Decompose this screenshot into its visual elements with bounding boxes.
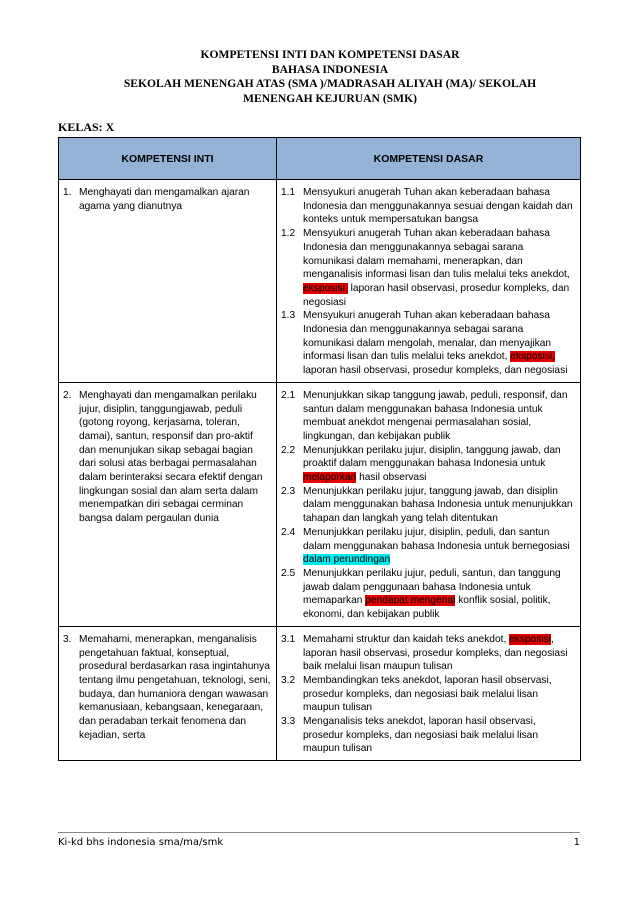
- header-kompetensi-dasar: KOMPETENSI DASAR: [277, 138, 581, 180]
- table-row: [59, 382, 581, 626]
- text-segment: Menganalisis teks anekdot, laporan hasil observasi, prosedur kompleks, dan negosiasi baik melalui lisan maupun tulisan: [303, 716, 539, 755]
- kd-cell: [277, 180, 581, 383]
- text-segment: , laporan hasil observasi, prosedur kompleks, dan negosiasi baik melalui lisan maupun tulisan: [303, 633, 568, 673]
- kd-item: [281, 389, 576, 444]
- highlight-red: eksposisi,: [510, 351, 555, 363]
- kd-number: 2.3: [281, 485, 296, 497]
- kd-number: 1.2: [281, 228, 296, 240]
- table-header-row: [59, 138, 581, 180]
- kd-text: [303, 633, 576, 674]
- kd-text: [303, 715, 576, 756]
- text-segment: Mensyukuri anugerah Tuhan akan keberadaan bahasa Indonesia dan menggunakannya sesuai dengan kaidah dan konteks untuk mempersatukan bangsa: [303, 187, 573, 226]
- footer-text: Ki-kd bhs indonesia sma/ma/smk: [58, 837, 224, 848]
- document-title: [60, 48, 600, 106]
- ki-item: [63, 389, 272, 526]
- kd-item: [281, 674, 576, 715]
- text-segment: Mensyukuri anugerah Tuhan akan keberadaan bahasa Indonesia dan menggunakannya sebagai sarana komunikasi dalam memahami, menerapkan, dan menganalisis informasi lisan dan tulis melalui teks anekdot,: [303, 228, 570, 281]
- highlight-cyan: dalam perundingan: [303, 554, 391, 566]
- header-kompetensi-inti: KOMPETENSI INTI: [59, 138, 277, 180]
- table-row: [59, 180, 581, 383]
- title-line: MENENGAH KEJURUAN (SMK): [243, 91, 417, 105]
- kd-number: 2.1: [281, 389, 296, 401]
- ki-item: [63, 633, 272, 743]
- kd-item: [281, 186, 576, 227]
- page-number: 1: [573, 837, 580, 848]
- kd-number: 1.1: [281, 187, 296, 198]
- kd-text: [303, 309, 576, 378]
- kd-text: [303, 186, 576, 227]
- text-segment: laporan hasil observasi, prosedur kompleks, dan negosiasi: [303, 365, 568, 377]
- kd-number: 1.3: [281, 310, 296, 322]
- text-segment: Membandingkan teks anekdot, laporan hasil observasi, prosedur kompleks, dan negosiasi baik melalui lisan maupun tulisan: [303, 674, 552, 714]
- competency-table: [58, 137, 581, 761]
- kd-item: [281, 227, 576, 309]
- ki-number: 3.: [63, 633, 72, 645]
- kd-cell: [277, 382, 581, 626]
- ki-cell: [59, 180, 277, 383]
- kd-number: 2.2: [281, 444, 296, 456]
- text-segment: Mensyukuri anugerah Tuhan akan keberadaan bahasa Indonesia dan menggunakannya sebagai sarana komunikasi dalam mengolah, menalar, dan menyajikan informasi lisan dan tulis melalui teks anekdot,: [303, 310, 552, 363]
- kd-number: 3.3: [281, 716, 296, 728]
- text-segment: Menunjukkan perilaku jujur, peduli, santun, dan tanggung jawab dalam penggunaan bahasa Indonesia untuk memaparkan: [303, 567, 561, 607]
- kd-cell: [277, 626, 581, 760]
- kd-text: [303, 389, 576, 444]
- kd-text: [303, 526, 576, 567]
- ki-number: 2.: [63, 389, 72, 401]
- ki-number: 1.: [63, 187, 72, 198]
- text-segment: konflik sosial, politik, ekonomi, dan kebijakan publik: [303, 595, 551, 621]
- kd-text: [303, 485, 576, 526]
- ki-text: Menghayati dan mengamalkan perilaku jujur, disiplin, tanggungjawab, peduli (gotong royong, kerjasama, toleran, damai), santun, responsif dan pro-aktif dan menunjukan sikap sebagai bagian dari solusi atas berbagai permasalahan dalam berinteraksi secara efektif dengan lingkungan sosial dan alam serta dalam menempatkan diri sebagai cerminan bangsa dalam pergaulan dunia: [79, 389, 263, 525]
- text-segment: Menunjukkan perilaku jujur, disiplin, tanggung jawab, dan proaktif dalam menggunakan bahasa Indonesia untuk: [303, 444, 561, 470]
- kd-item: [281, 309, 576, 378]
- text-segment: Menunjukkan perilaku jujur, tanggung jawab, dan disiplin dalam menggunakan bahasa Indonesia untuk menunjukkan tahapan dan langkah yang telah ditentukan: [303, 485, 573, 525]
- ki-cell: [59, 382, 277, 626]
- ki-text: Menghayati dan mengamalkan ajaran agama yang dianutnya: [79, 187, 250, 212]
- text-segment: Menunjukkan sikap tanggung jawab, peduli, responsif, dan santun dalam menggunakan bahasa Indonesia untuk membuat anekdot mengenai permasalahan sosial, lingkungan, dan kebijakan publik: [303, 389, 568, 442]
- kd-number: 2.4: [281, 526, 296, 538]
- title-line: BAHASA INDONESIA: [271, 62, 389, 76]
- text-segment: hasil observasi: [356, 472, 427, 484]
- kd-number: 3.2: [281, 674, 296, 686]
- ki-text: Memahami, menerapkan, menganalisis pengetahuan faktual, konseptual, prosedural berdasarkan rasa ingintahunya tentang ilmu pengetahuan, teknologi, seni, budaya, dan humaniora dengan wawasan kemanusiaan, kebangsaan, kenegaraan, dan peradaban terkait fenomena dan kejadian, serta: [79, 633, 271, 741]
- title-line: KOMPETENSI INTI DAN KOMPETENSI DASAR: [200, 48, 460, 61]
- kd-item: [281, 485, 576, 526]
- table-row: [59, 626, 581, 760]
- highlight-red: eksposisi,: [303, 282, 348, 294]
- text-segment: laporan hasil observasi, prosedur kompleks, dan negosiasi: [303, 282, 570, 308]
- kd-number: 2.5: [281, 567, 296, 579]
- kd-text: [303, 444, 576, 485]
- ki-cell: [59, 626, 277, 760]
- class-label: KELAS: X: [58, 120, 115, 134]
- kd-number: 3.1: [281, 633, 296, 645]
- kd-item: [281, 567, 576, 622]
- kd-text: [303, 227, 576, 309]
- title-line: SEKOLAH MENENGAH ATAS (SMA )/MADRASAH ALIYAH (MA)/ SEKOLAH: [123, 77, 537, 91]
- kd-item: [281, 526, 576, 567]
- text-segment: Memahami struktur dan kaidah teks anekdot,: [303, 633, 510, 645]
- ki-item: [63, 186, 272, 213]
- kd-item: [281, 444, 576, 485]
- highlight-red: pendapat mengenai: [365, 595, 456, 607]
- highlight-red: eksposisi: [509, 633, 552, 645]
- text-segment: Menunjukkan perilaku jujur, disiplin, peduli, dan santun dalam menggunakan bahasa Indonesia untuk bernegosiasi: [303, 526, 570, 552]
- kd-text: [303, 674, 576, 715]
- kd-text: [303, 567, 576, 622]
- kd-item: [281, 633, 576, 674]
- kd-item: [281, 715, 576, 756]
- page-footer: [58, 832, 580, 848]
- highlight-red: melaporkan: [303, 472, 357, 484]
